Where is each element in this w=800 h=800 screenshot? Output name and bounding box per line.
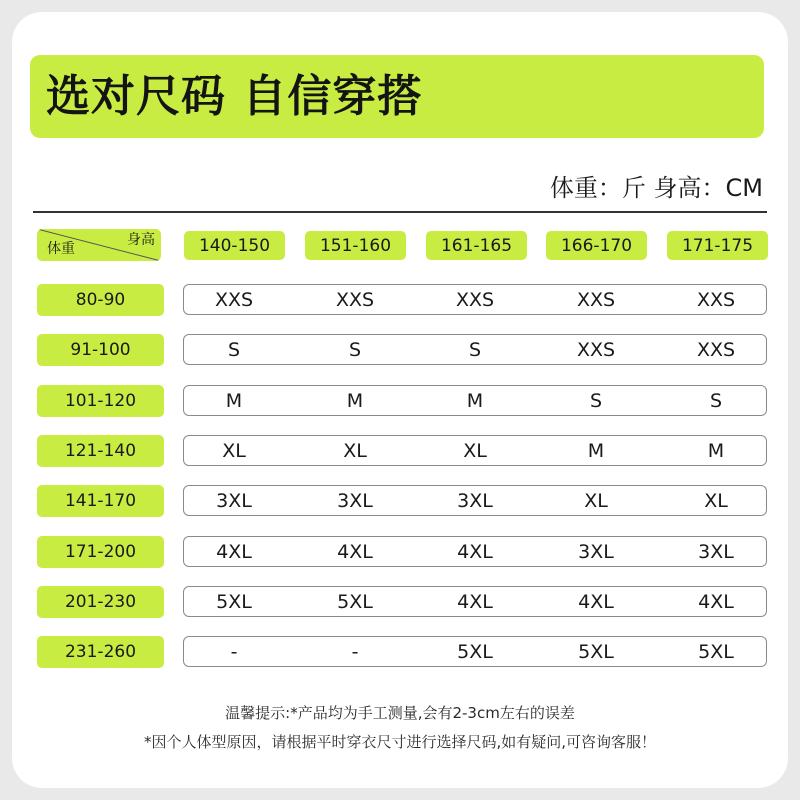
weight-label-5: 171-200 [37,536,164,568]
height-header-1: 151-160 [305,231,406,260]
size-cell: XXS [335,288,375,311]
size-cell: XXS [696,338,736,361]
size-cell: M [707,439,725,462]
size-cell: 4XL [337,540,373,563]
size-row-0 [183,284,767,315]
size-cell: 5XL [457,640,493,663]
size-cell: XL [463,439,487,462]
height-header-3: 166-170 [546,231,647,260]
size-row-6 [183,586,767,617]
size-cell: S [709,389,723,412]
unit-note: 体重：斤 身高：CM [549,174,763,202]
corner-header-cell [37,229,161,261]
weight-label-7: 231-260 [37,636,164,668]
size-cell: S [348,338,362,361]
size-cell: XXS [696,288,736,311]
size-cell: 3XL [216,489,252,512]
banner-title: 选对尺码 自信穿搭 [46,71,423,122]
corner-height-label: 身高 [127,232,155,248]
size-cell: 3XL [337,489,373,512]
size-cell: XXS [214,288,254,311]
size-row-3 [183,435,767,466]
size-cell: S [468,338,482,361]
size-cell: 4XL [216,540,252,563]
size-cell: S [589,389,603,412]
weight-label-2: 101-120 [37,385,164,417]
size-cell: XXS [455,288,495,311]
size-cell: M [466,389,484,412]
height-header-0: 140-150 [184,231,285,260]
size-cell: - [230,640,238,663]
size-cell: XL [343,439,367,462]
size-cell: 5XL [337,590,373,613]
weight-label-1: 91-100 [37,334,164,366]
height-header-2: 161-165 [426,231,527,260]
size-row-1 [183,334,767,365]
size-cell: 3XL [578,540,614,563]
size-cell: 4XL [698,590,734,613]
size-row-5 [183,536,767,567]
size-cell: XXS [576,288,616,311]
weight-label-6: 201-230 [37,586,164,618]
size-cell: 5XL [216,590,252,613]
corner-weight-label: 体重 [47,241,75,257]
footer-tip-line1: 温馨提示:*产品均为手工测量,会有2-3cm左右的误差 [225,704,575,722]
size-cell: XL [222,439,246,462]
size-cell: S [227,338,241,361]
size-row-2 [183,385,767,416]
size-cell: 4XL [457,590,493,613]
weight-label-0: 80-90 [37,284,164,316]
size-cell: XXS [576,338,616,361]
size-cell: XL [704,489,728,512]
size-cell: XL [584,489,608,512]
weight-label-3: 121-140 [37,435,164,467]
size-cell: 4XL [578,590,614,613]
size-cell: M [225,389,243,412]
height-header-4: 171-175 [667,231,768,260]
size-cell: M [346,389,364,412]
size-cell: 5XL [578,640,614,663]
size-cell: 5XL [698,640,734,663]
weight-label-4: 141-170 [37,485,164,517]
size-cell: 4XL [457,540,493,563]
size-cell: - [351,640,359,663]
size-row-4 [183,485,767,516]
size-row-7 [183,636,767,667]
size-cell: 3XL [698,540,734,563]
size-cell: M [587,439,605,462]
header-divider [33,211,767,213]
footer-tip-line2: *因个人体型原因，请根据平时穿衣尺寸进行选择尺码,如有疑问,可咨询客服！ [143,733,657,751]
size-cell: 3XL [457,489,493,512]
